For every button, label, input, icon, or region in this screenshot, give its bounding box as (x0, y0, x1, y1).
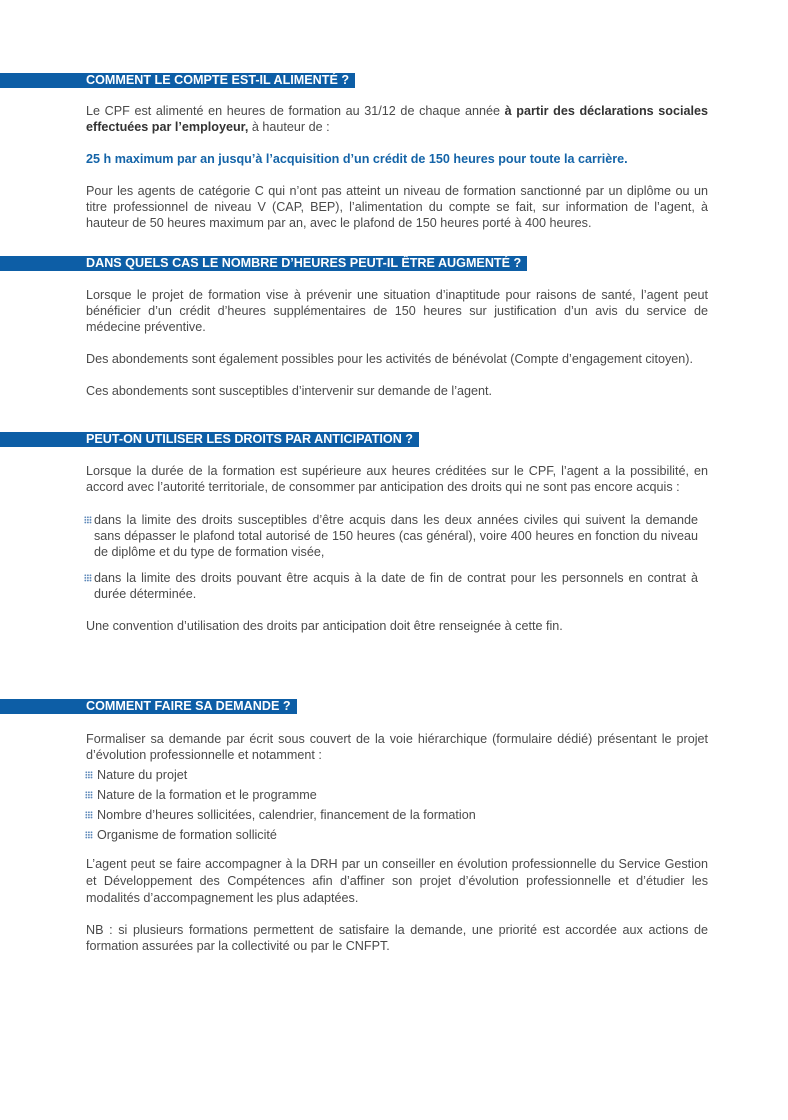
list-item (85, 787, 708, 807)
list-text: Nature du projet (97, 768, 188, 782)
paragraph: L’agent peut se faire accompagner à la DRH par un conseiller en évolution professionnelle du Service Gestion et Développement des Compétences afin d’affiner son projet d’évolution professionnelle et d’étudier les modalités d’accompagnement les plus adaptées. (86, 857, 708, 905)
paragraph: NB : si plusieurs formations permettent de satisfaire la demande, une priorité est accordée aux actions de formation assurées par la collectivité ou par le CNFPT. (86, 923, 708, 953)
bullet-icon (84, 574, 92, 582)
text: à hauteur de : (248, 120, 330, 134)
bullet-icon (85, 831, 93, 839)
list-text: Nombre d’heures sollicitées, calendrier, financement de la formation (97, 808, 476, 822)
paragraph (86, 103, 708, 135)
list-item (85, 807, 708, 827)
list-text: Nature de la formation et le programme (97, 788, 317, 802)
bullet-item (84, 512, 698, 560)
section-heading-bar (0, 699, 297, 714)
bullet-item (84, 570, 698, 602)
section-heading-bar (0, 256, 527, 271)
section-heading-bar (0, 432, 419, 447)
text: Le CPF est alimenté en heures de formation au 31/12 de chaque année (86, 104, 505, 118)
list (85, 767, 708, 847)
section-heading: COMMENT LE COMPTE EST-IL ALIMENTÉ ? (86, 73, 350, 87)
paragraph: Une convention d’utilisation des droits par anticipation doit être renseignée à cette fin. (86, 619, 563, 633)
bold-text: à partir des déclarations sociales effectuées par l’employeur, (86, 104, 708, 134)
section-heading: DANS QUELS CAS LE NOMBRE D’HEURES PEUT-IL ÊTRE AUGMENTÉ ? (86, 256, 522, 270)
bullet-icon (85, 771, 93, 779)
highlight-text: 25 h maximum par an jusqu’à l’acquisition d’un crédit de 150 heures pour toute la carrière. (86, 152, 628, 166)
bullet-text: dans la limite des droits susceptibles d’être acquis dans les deux années civiles qui suivent la demande sans dépasser le plafond total autorisé de 150 heures (cas général), voire 400 heures en fonction du niveau de diplôme et du type de formation visée, (94, 513, 698, 559)
paragraph: Formaliser sa demande par écrit sous couvert de la voie hiérarchique (formulaire dédié) présentant le projet d’évolution professionnelle et notamment : (86, 732, 708, 762)
paragraph: Ces abondements sont susceptibles d’intervenir sur demande de l’agent. (86, 384, 493, 398)
paragraph: Pour les agents de catégorie C qui n’ont pas atteint un niveau de formation sanctionné par un diplôme ou un titre professionnel de niveau V (CAP, BEP), l’alimentation du compte se fait, sur information de l’agent, à hauteur de 50 heures maximum par an, avec le plafond de 150 heures porté à 400 heures. (86, 184, 708, 230)
bullet-icon (84, 516, 92, 524)
paragraph: Lorsque le projet de formation vise à prévenir une situation d’inaptitude pour raisons de santé, l’agent peut bénéficier d’un crédit d’heures supplémentaires de 150 heures sur justification d’un avis du service de médecine préventive. (86, 288, 708, 334)
list-text: Organisme de formation sollicité (97, 828, 277, 842)
bullet-icon (85, 811, 93, 819)
section-heading: PEUT-ON UTILISER LES DROITS PAR ANTICIPATION ? (86, 432, 413, 446)
section-heading: COMMENT FAIRE SA DEMANDE ? (86, 699, 291, 713)
list-item (85, 767, 708, 787)
section-heading-bar (0, 73, 355, 88)
bullet-text: dans la limite des droits pouvant être acquis à la date de fin de contrat pour les personnels en contrat à durée déterminée. (94, 571, 698, 601)
bullet-icon (85, 791, 93, 799)
list-item (85, 827, 708, 847)
paragraph: Lorsque la durée de la formation est supérieure aux heures créditées sur le CPF, l’agent a la possibilité, en accord avec l’autorité territoriale, de consommer par anticipation des droits qui ne sont pas encore acquis : (86, 464, 708, 494)
paragraph: Des abondements sont également possibles pour les activités de bénévolat (Compte d’engagement citoyen). (86, 352, 693, 366)
